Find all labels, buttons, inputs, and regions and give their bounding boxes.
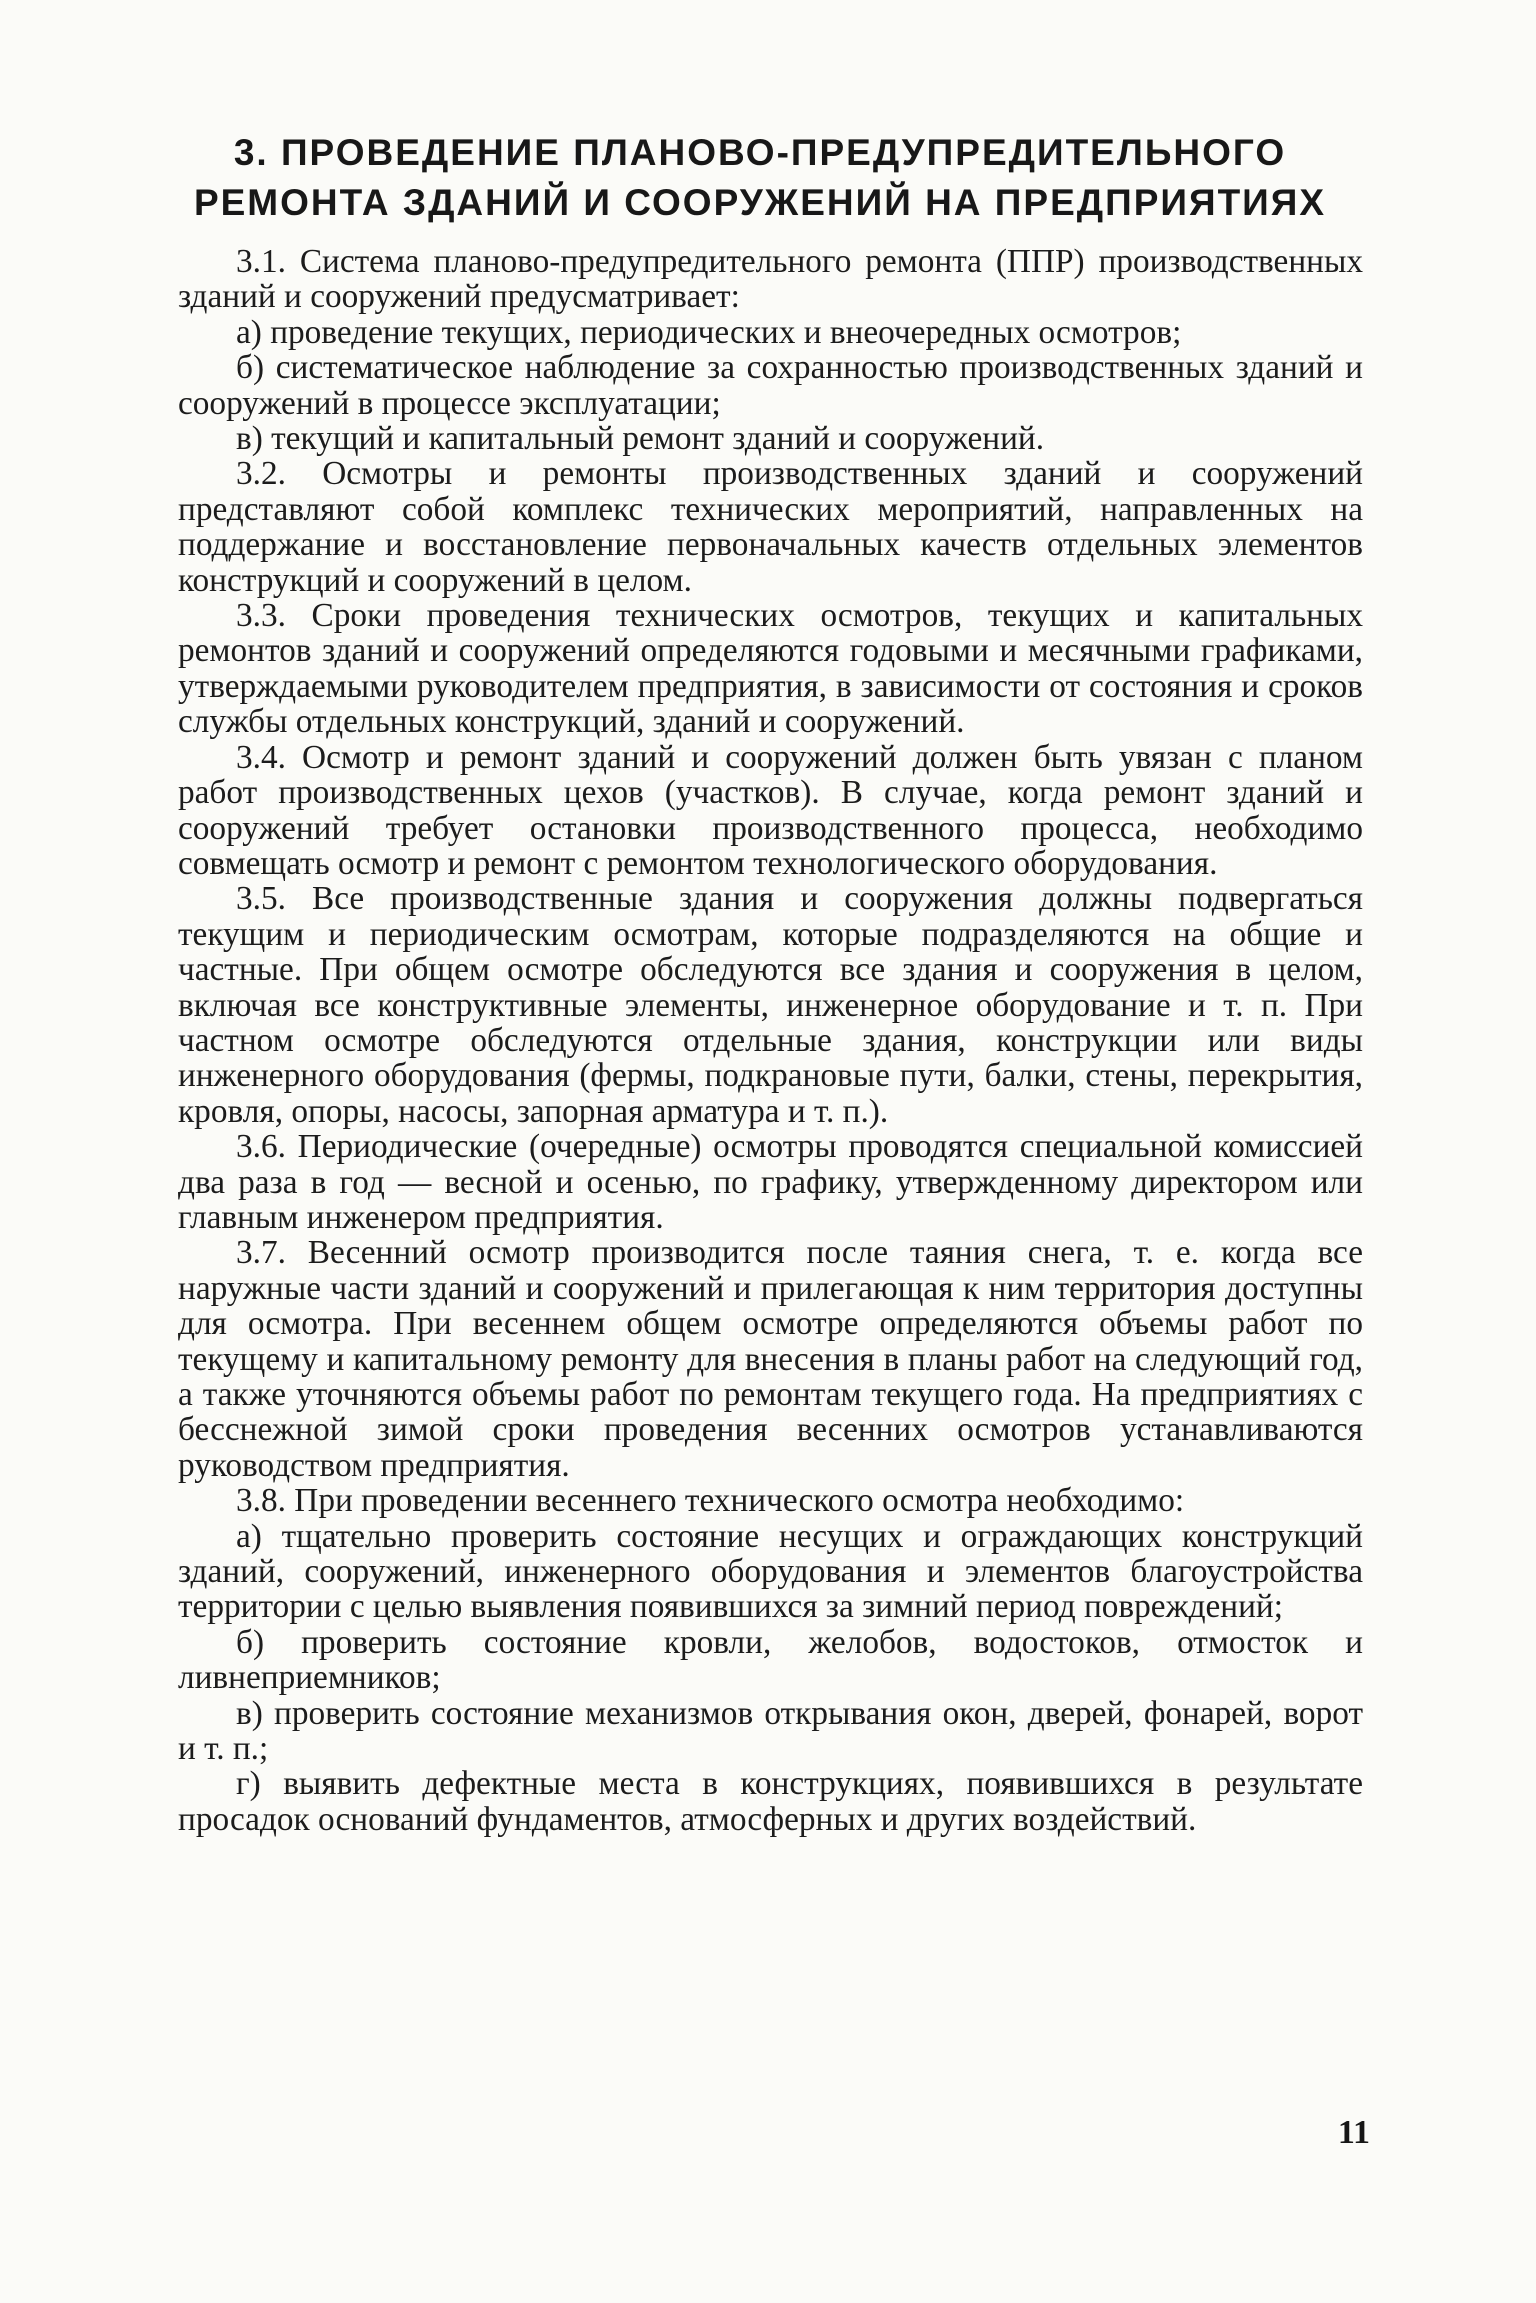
page-number: 11: [1337, 2114, 1370, 2151]
list-item-3-1-c: в) текущий и капитальный ремонт зданий и сооружений.: [236, 420, 1045, 458]
paragraph-3-1: 3.1. Система планово-предупредительного ремонта (ППР) производственных зданий и сооружений предусматривает:: [178, 243, 1363, 316]
list-item-3-8-a: а) тщательно проверить состояние несущих и ограждающих конструкций зданий, сооружений, инженерного оборудования и элементов благоустройства территории с целью выявления появившихся за зимний период повреждений;: [178, 1517, 1363, 1626]
paragraph-3-4: 3.4. Осмотр и ремонт зданий и сооружений должен быть увязан с планом работ производственных цехов (участков). В случае, когда ремонт зданий и сооружений требует остановки производственного процесса, необходимо совмещать осмотр и ремонт с ремонтом технологического оборудования.: [178, 738, 1363, 882]
paragraph-3-2: 3.2. Осмотры и ремонты производственных зданий и сооружений представляют собой комплекс технических мероприятий, направленных на поддержание и восстановление первоначальных качеств отдельных элементов конструкций и сооружений в целом.: [178, 455, 1363, 599]
paragraph-3-8: 3.8. При проведении весеннего технического осмотра необходимо:: [236, 1482, 1185, 1520]
body-text: [178, 244, 1363, 1837]
paragraph-3-5: 3.5. Все производственные здания и сооружения должны подвергаться текущим и периодическим осмотрам, которые подразделяются на общие и частные. При общем осмотре обследуются все здания и сооружения в целом, включая все конструктивные элементы, инженерное оборудование и т. п. При частном осмотре обследуются отдельные здания, конструкции или виды инженерного оборудования (фермы, подкрановые пути, балки, стены, перекрытия, кровля, опоры, насосы, запорная арматура и т. п.).: [178, 880, 1363, 1130]
section-heading-line-1: 3. ПРОВЕДЕНИЕ ПЛАНОВО-ПРЕДУПРЕДИТЕЛЬНОГО: [233, 132, 1287, 173]
list-item-3-8-c: в) проверить состояние механизмов открывания окон, дверей, фонарей, ворот и т. п.;: [178, 1694, 1363, 1768]
list-item-3-8-d: г) выявить дефектные места в конструкциях, появившихся в результате просадок оснований фундаментов, атмосферных и других воздействий.: [178, 1765, 1363, 1838]
paragraph-3-7: 3.7. Весенний осмотр производится после таяния снега, т. е. когда все наружные части зданий и сооружений и прилегающая к ним территория доступны для осмотра. При весеннем общем осмотре определяются объемы работ по текущему и капитальному ремонту для внесения в планы работ на следующий год, а также уточняются объемы работ по ремонтам текущего года. На предприятиях с бесснежной зимой сроки проведения весенних осмотров устанавливаются руководством предприятия.: [178, 1234, 1363, 1484]
section-heading-line-2: РЕМОНТА ЗДАНИЙ И СООРУЖЕНИЙ НА ПРЕДПРИЯТИЯХ: [193, 182, 1327, 223]
list-item-3-1-a: а) проведение текущих, периодических и внеочередных осмотров;: [236, 313, 1182, 351]
paragraph-3-3: 3.3. Сроки проведения технических осмотров, текущих и капитальных ремонтов зданий и сооружений определяются годовыми и месячными графиками, утверждаемыми руководителем предприятия, в зависимости от состояния и сроков службы отдельных конструкций, зданий и сооружений.: [178, 597, 1363, 741]
section-heading: [160, 128, 1360, 228]
paragraph-3-6: 3.6. Периодические (очередные) осмотры проводятся специальной комиссией два раза в год — весной и осенью, по графику, утвержденному директором или главным инженером предприятия.: [178, 1128, 1363, 1236]
list-item-3-1-b: б) систематическое наблюдение за сохранностью производственных зданий и сооружений в процессе эксплуатации;: [178, 349, 1363, 422]
list-item-3-8-b: б) проверить состояние кровли, желобов, водостоков, отмосток и ливнеприемников;: [178, 1623, 1363, 1697]
